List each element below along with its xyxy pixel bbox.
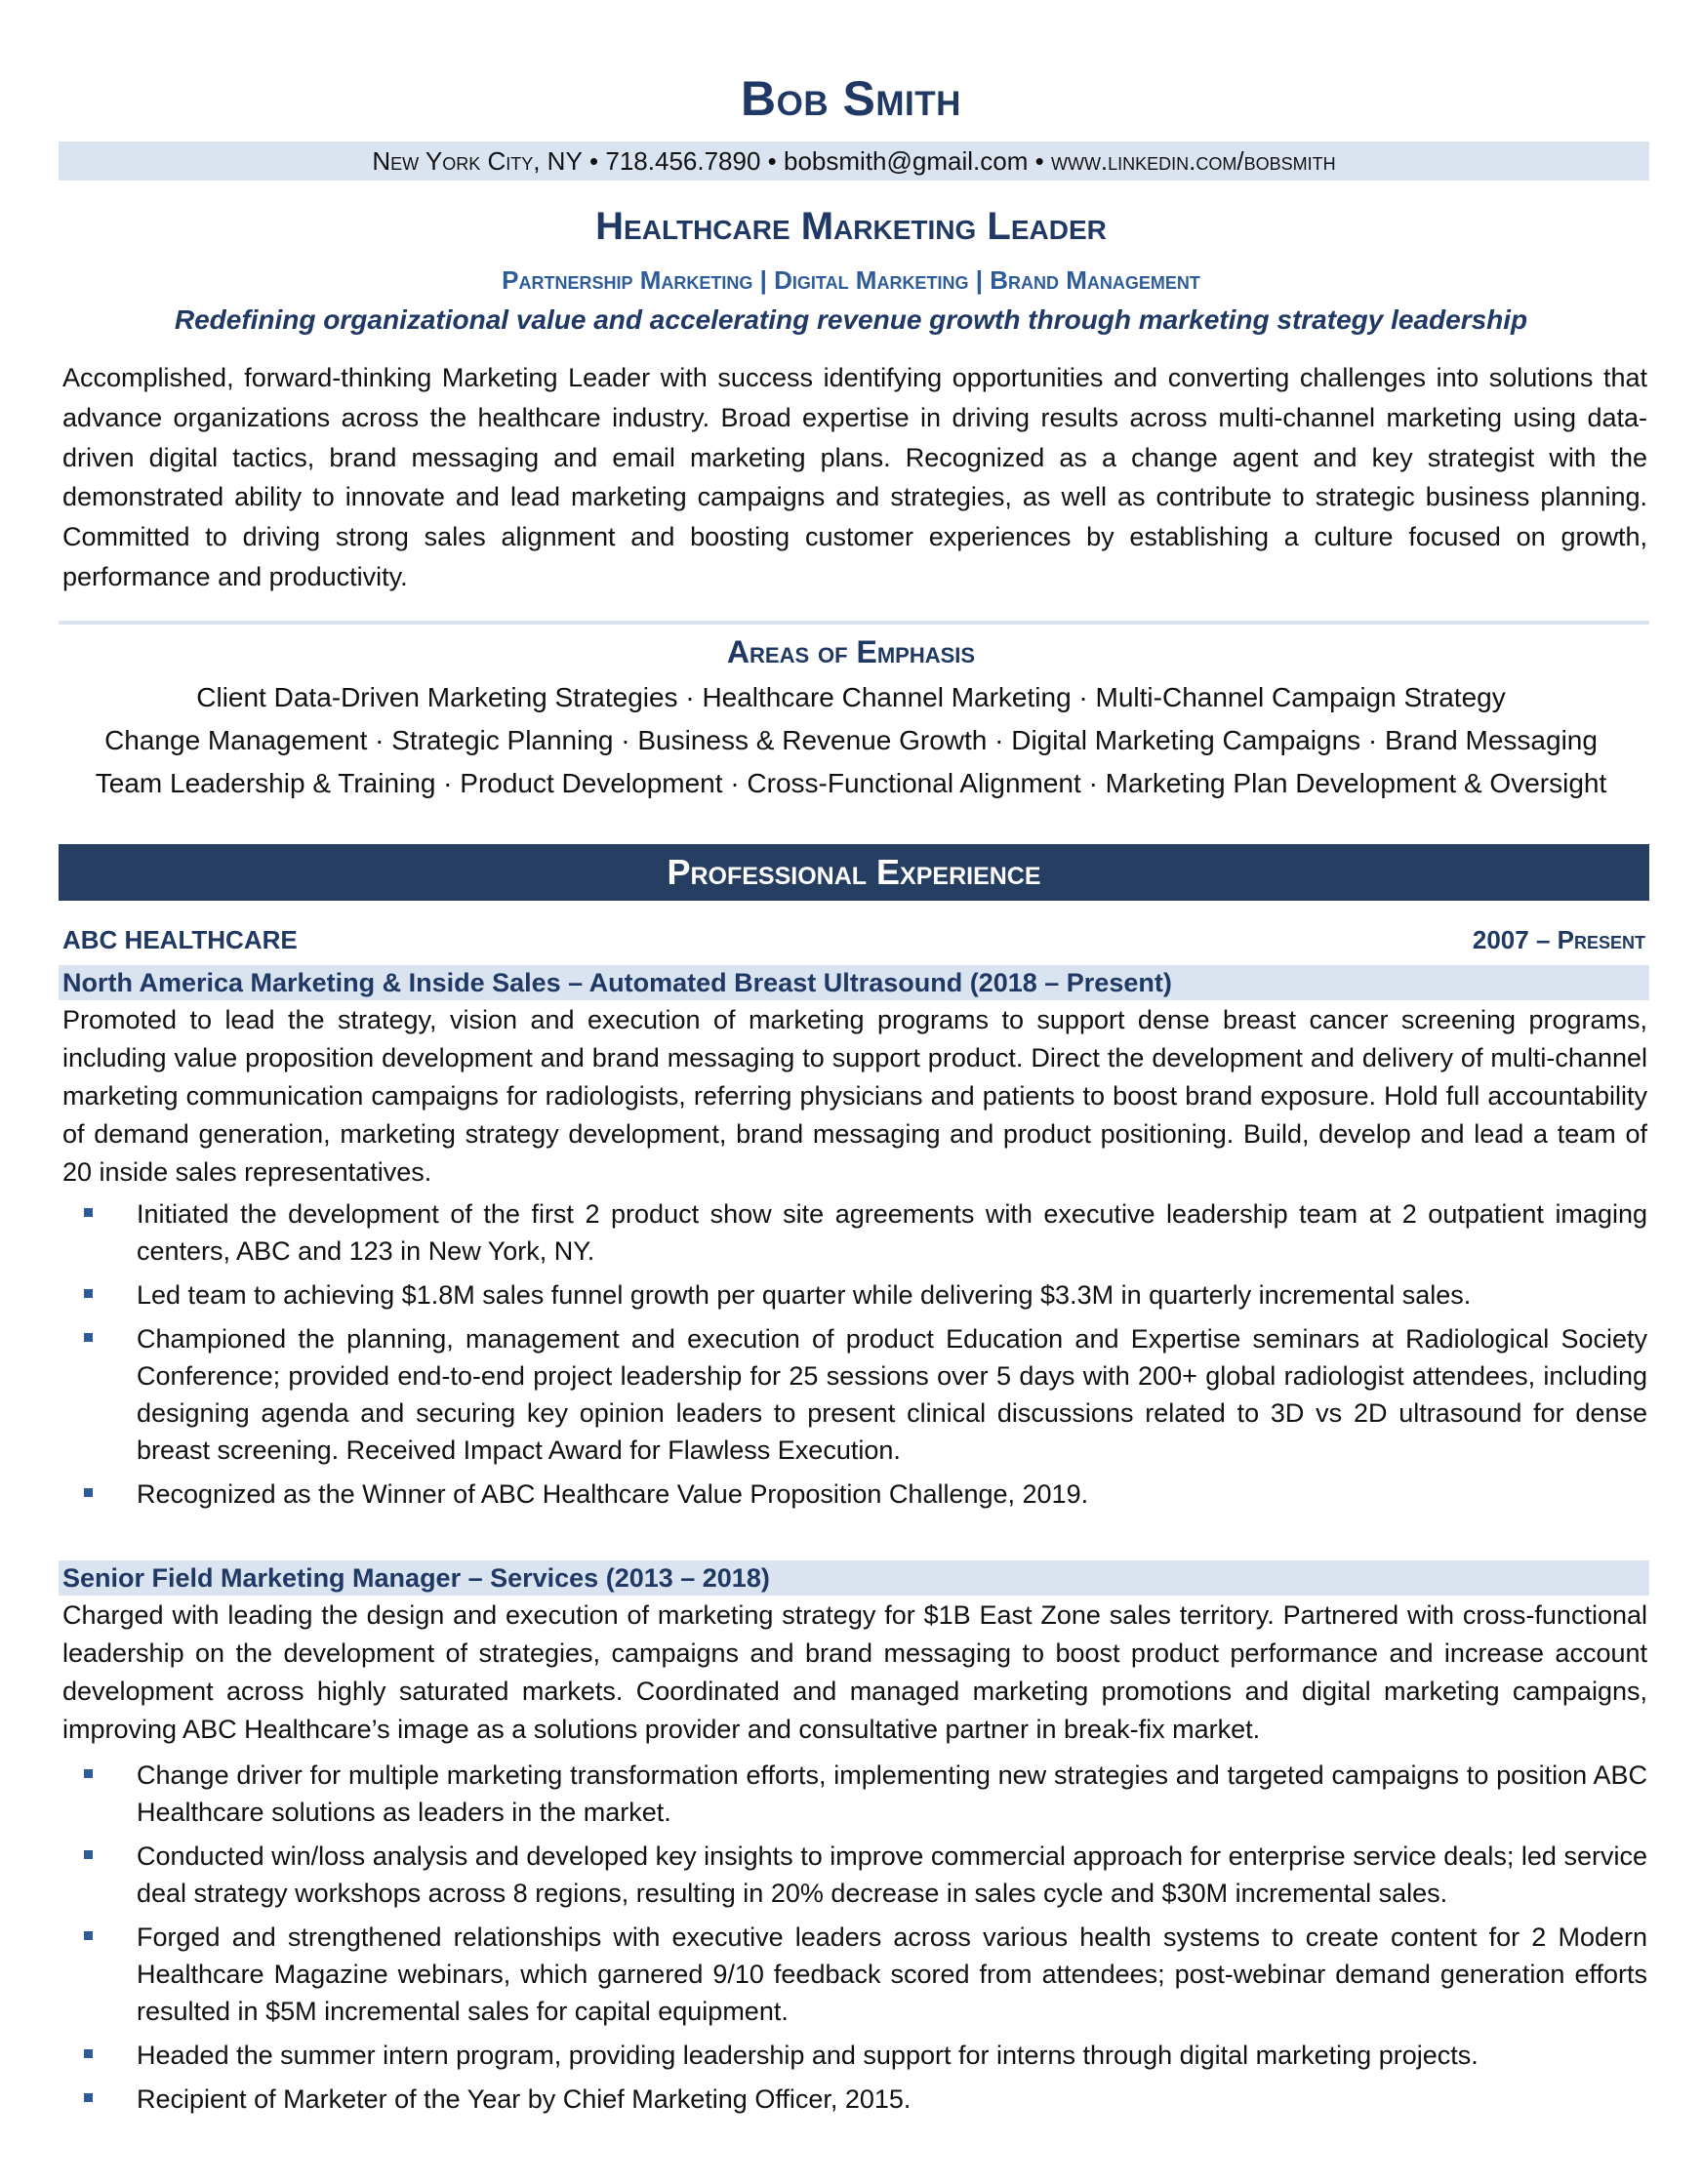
square-bullet-icon	[84, 1488, 93, 1497]
square-bullet-icon	[84, 2049, 93, 2058]
achievement-list	[62, 1757, 1647, 2124]
experience-heading: Professional Experience	[59, 844, 1649, 901]
achievement-text: Change driver for multiple marketing transformation efforts, implementing new strategies and targeted campaigns to position ABC Healthcare solutions as leaders in the market.	[137, 1760, 1647, 1827]
achievement-text: Headed the summer intern program, providing leadership and support for interns through digital marketing projects.	[137, 2041, 1479, 2070]
areas-line: Change Management · Strategic Planning · Business & Revenue Growth · Digital Marketing Campaigns · Brand Messaging	[104, 725, 1598, 755]
divider	[59, 621, 1649, 625]
role-title: North America Marketing & Inside Sales – Automated Breast Ultrasound (2018 – Present)	[62, 968, 1172, 997]
square-bullet-icon	[84, 1931, 93, 1940]
professional-title: Healthcare Marketing Leader	[595, 205, 1107, 248]
specialty-item: Brand Management	[990, 265, 1200, 295]
contact-location: New York City, NY	[372, 146, 583, 176]
company-dates: 2007 – Present	[1472, 925, 1645, 954]
achievement-text: Initiated the development of the first 2 product show site agreements with executive leadership team at 2 outpatient imaging centers, ABC and 123 in New York, NY.	[137, 1199, 1647, 1266]
square-bullet-icon	[84, 2093, 93, 2102]
areas-line: Client Data-Driven Marketing Strategies · Healthcare Channel Marketing · Multi-Channel Campaign Strategy	[196, 682, 1506, 712]
square-bullet-icon	[84, 1289, 93, 1298]
contact-separator: •	[767, 146, 777, 176]
achievement-item	[62, 1838, 1647, 1912]
achievement-item	[62, 1919, 1647, 2030]
achievement-text: Championed the planning, management and execution of product Education and Expertise seminars at Radiological Society Conference; provided end-to-end project leadership for 25 sessions over 5 days with 200+ global radiologist attendees, including designing agenda and securing key opinion leaders to present clinical discussions related to 3D vs 2D ultrasound for dense breast screening. Received Impact Award for Flawless Execution.	[137, 1324, 1647, 1465]
tagline: Redefining organizational value and accelerating revenue growth through marketing strategy leadership	[174, 304, 1528, 335]
specialty-separator: |	[975, 265, 983, 295]
role-title-bar	[59, 965, 1649, 1000]
role-title-bar	[59, 1560, 1649, 1596]
contact-bar	[59, 142, 1649, 181]
specialty-separator: |	[759, 265, 767, 295]
contact-email: bobsmith@gmail.com	[784, 146, 1029, 176]
role-description: Charged with leading the design and execution of marketing strategy for $1B East Zone sales territory. Partnered with cross-functional leadership on the development of strategies, campaigns and brand messaging to boost product performance and increase account development across highly saturated markets. Coordinated and managed marketing promotions and digital marketing campaigns, improving ABC Healthcare’s image as a solutions provider and consultative partner in break-fix market.	[62, 1600, 1647, 1744]
achievement-item	[62, 1320, 1647, 1469]
specialties-line	[0, 265, 1702, 296]
achievement-text: Led team to achieving $1.8M sales funnel growth per quarter while delivering $3.3M in quarterly incremental sales.	[137, 1280, 1472, 1310]
specialty-item: Digital Marketing	[774, 265, 969, 295]
contact-phone: 718.456.7890	[605, 146, 761, 176]
role-title: Senior Field Marketing Manager – Services (2013 – 2018)	[62, 1563, 770, 1593]
achievement-item	[62, 1276, 1647, 1314]
square-bullet-icon	[84, 1769, 93, 1778]
achievement-item	[62, 1757, 1647, 1831]
areas-line: Team Leadership & Training · Product Development · Cross-Functional Alignment · Marketing Plan Development & Oversight	[95, 768, 1607, 798]
contact-linkedin: www.linkedin.com/bobsmith	[1050, 146, 1336, 176]
square-bullet-icon	[84, 1333, 93, 1342]
specialty-item: Partnership Marketing	[502, 265, 753, 295]
square-bullet-icon	[84, 1850, 93, 1859]
achievement-list	[62, 1195, 1647, 1519]
contact-separator: •	[1034, 146, 1044, 176]
square-bullet-icon	[84, 1208, 93, 1217]
achievement-item	[62, 1476, 1647, 1513]
candidate-name: Bob Smith	[741, 71, 961, 126]
achievement-item	[62, 2081, 1647, 2118]
contact-separator: •	[589, 146, 599, 176]
achievement-text: Forged and strengthened relationships with executive leaders across various health systems to create content for 2 Modern Healthcare Magazine webinars, which garnered 9/10 feedback scored from attendees; post-webinar demand generation efforts resulted in $5M incremental sales for capital equipment.	[137, 1922, 1647, 2026]
company-name: ABC HEALTHCARE	[62, 925, 298, 954]
achievement-text: Recipient of Marketer of the Year by Chief Marketing Officer, 2015.	[137, 2084, 912, 2114]
summary-paragraph: Accomplished, forward-thinking Marketing Leader with success identifying opportunities and converting challenges into solutions that advance organizations across the healthcare industry. Broad expertise in driving results across multi-channel marketing using data-driven digital tactics, brand messaging and email marketing plans. Recognized as a change agent and key strategist with the demonstrated ability to innovate and lead marketing campaigns and strategies, as well as contribute to strategic business planning. Committed to driving strong sales alignment and boosting customer experiences by establishing a culture focused on growth, performance and productivity.	[62, 363, 1647, 591]
achievement-text: Conducted win/loss analysis and developed key insights to improve commercial approach for enterprise service deals; led service deal strategy workshops across 8 regions, resulting in 20% decrease in sales cycle and $30M incremental sales.	[137, 1841, 1647, 1908]
role-description: Promoted to lead the strategy, vision and execution of marketing programs to support dense breast cancer screening programs, including value proposition development and brand messaging to support product. Direct the development and delivery of multi-channel marketing communication campaigns for radiologists, referring physicians and patients to boost brand exposure. Hold full accountability of demand generation, marketing strategy development, brand messaging and product positioning. Build, develop and lead a team of 20 inside sales representatives.	[62, 1005, 1647, 1187]
achievement-text: Recognized as the Winner of ABC Healthcare Value Proposition Challenge, 2019.	[137, 1479, 1089, 1509]
achievement-item	[62, 1195, 1647, 1270]
achievement-item	[62, 2037, 1647, 2074]
areas-heading: Areas of Emphasis	[726, 634, 976, 669]
